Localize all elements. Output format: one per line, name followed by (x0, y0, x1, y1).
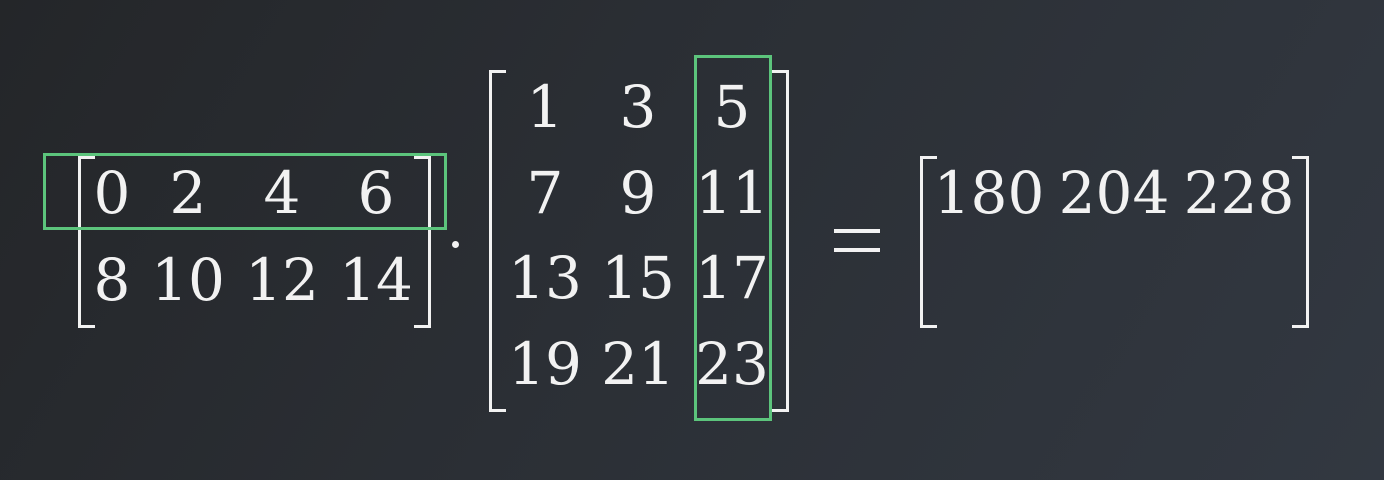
matrix-a-cell: 12 (245, 246, 319, 314)
equals-sign-bottom-bar (834, 248, 880, 252)
multiply-dot-operator (452, 241, 459, 248)
matrix-b-cell: 9 (619, 159, 657, 227)
matrix-a-cell: 0 (93, 159, 131, 227)
result-right-bracket (1292, 156, 1309, 328)
matrix-b-cell: 19 (508, 330, 582, 398)
matrix-a-cell: 10 (151, 246, 225, 314)
matrix-a-cell: 14 (339, 246, 413, 314)
equals-sign-top-bar (834, 229, 880, 233)
result-cell: 180 (933, 159, 1045, 227)
matrix-b-cell: 5 (713, 73, 751, 141)
matrix-b-cell: 23 (695, 330, 769, 398)
matrix-b-left-bracket (489, 70, 506, 412)
matrix-a-cell: 6 (357, 159, 395, 227)
matrix-a-cell: 4 (263, 159, 301, 227)
matrix-b-column-highlight (694, 55, 772, 421)
matrix-b-cell: 7 (526, 159, 564, 227)
matrix-b-cell: 11 (695, 159, 769, 227)
matrix-a-row-highlight (43, 153, 447, 230)
matrix-a-cell: 2 (169, 159, 207, 227)
matrix-a-cell: 8 (93, 246, 131, 314)
matrix-b-cell: 15 (601, 244, 675, 312)
result-cell: 204 (1058, 159, 1170, 227)
matrix-b-cell: 21 (601, 330, 675, 398)
matrix-b-right-bracket (772, 70, 789, 412)
result-cell: 228 (1183, 159, 1295, 227)
matrix-b-cell: 17 (695, 244, 769, 312)
matrix-b-cell: 1 (526, 73, 564, 141)
matrix-b-cell: 13 (508, 244, 582, 312)
matrix-b-cell: 3 (619, 73, 657, 141)
